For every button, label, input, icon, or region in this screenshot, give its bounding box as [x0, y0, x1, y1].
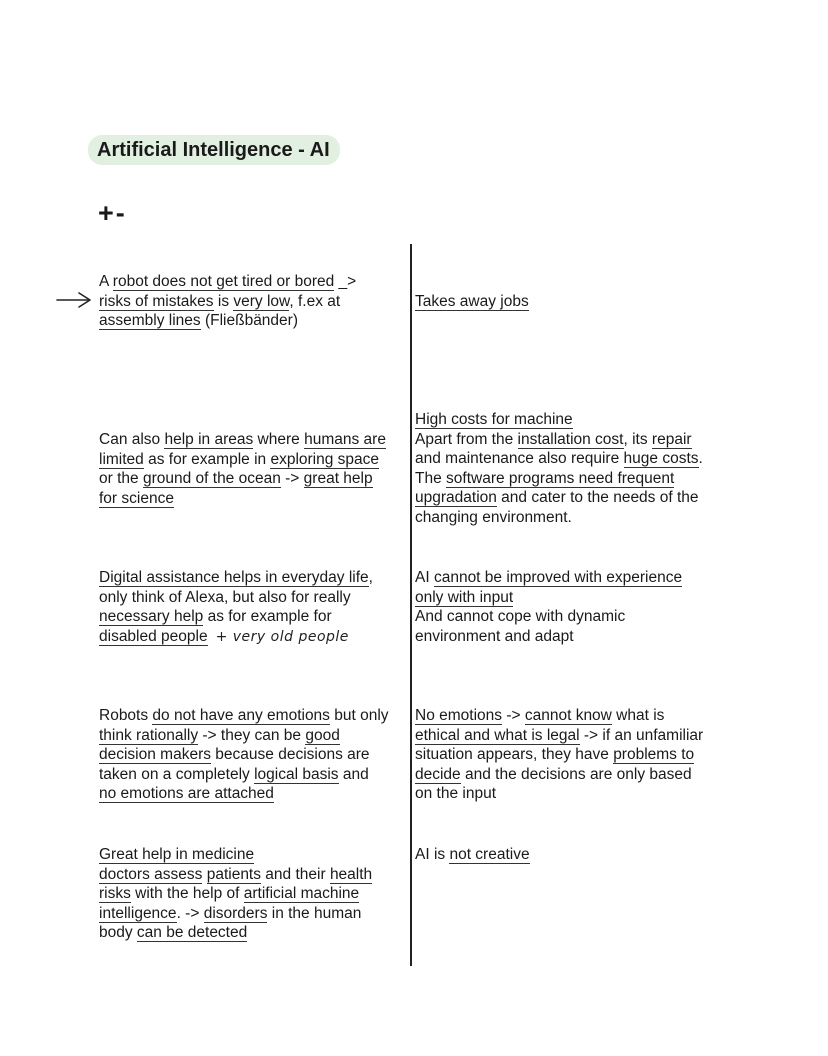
text-line [415, 745, 703, 765]
text-line [415, 469, 703, 489]
underlined-text: humans are [304, 431, 386, 448]
underlined-text: software programs need frequent [446, 469, 675, 487]
underlined-text: help in areas [164, 431, 254, 448]
underlined-text: not creative [449, 846, 530, 863]
text-line [99, 568, 373, 588]
underlined-text: good [305, 726, 340, 744]
underlined-text: risks of mistakes [99, 292, 214, 310]
pro-item-2 [99, 430, 386, 508]
underlined-text: repair [651, 430, 692, 448]
text-line [415, 706, 703, 726]
text-segment: what is [611, 707, 665, 724]
text-line [99, 784, 389, 804]
underlined-text: decide [415, 765, 461, 783]
underlined-text: logical basis [254, 765, 339, 783]
con-item-5 [415, 845, 530, 865]
underlined-text: think rationally [99, 726, 199, 744]
text-segment: (Fließbänder) [200, 312, 298, 330]
text-segment: or the [99, 470, 143, 488]
text-line [415, 607, 682, 627]
underlined-text: disabled people [99, 627, 208, 645]
underlined-text: very low [233, 292, 290, 310]
text-line [99, 272, 356, 292]
text-line [415, 488, 703, 508]
text-segment: only think of Alexa, but also for really [99, 588, 351, 606]
text-line [99, 450, 386, 470]
text-segment: on the input [415, 785, 497, 803]
underlined-text: decision makers [99, 746, 211, 764]
plus-minus-symbol: +- [98, 198, 127, 228]
text-line [99, 588, 373, 608]
underlined-text: disorders [203, 904, 268, 922]
text-segment: changing environment. [415, 508, 572, 526]
underlined-text: installation cost [517, 430, 624, 448]
underlined-text: No emotions [415, 707, 503, 724]
text-segment: because decisions are [211, 746, 370, 764]
text-segment: , [368, 569, 373, 586]
underlined-text: health [329, 865, 373, 883]
text-segment: taken on a completely [99, 765, 255, 783]
underlined-text: doctors assess [99, 865, 203, 883]
text-line [415, 449, 703, 469]
underlined-text: no emotions are attached [99, 785, 274, 803]
underlined-text: only with input [415, 588, 514, 606]
text-segment: and cater to the needs of the [496, 489, 699, 507]
text-line [99, 311, 356, 331]
pro-item-1 [99, 272, 356, 331]
text-segment: -> if an unfamiliar [579, 726, 704, 744]
text-segment: , f.ex at [289, 292, 341, 310]
text-segment: and the decisions are only based [460, 765, 692, 783]
underlined-text: exploring space [270, 450, 380, 468]
text-segment: . -> [176, 904, 204, 922]
underlined-text: can be detected [136, 924, 248, 942]
text-segment: A [99, 273, 113, 290]
underlined-text: upgradation [415, 489, 497, 507]
underlined-text: for science [99, 489, 174, 507]
underlined-text: assembly lines [99, 312, 201, 330]
underlined-text: intelligence [99, 904, 177, 922]
underlined-text: cannot know [524, 707, 612, 724]
text-segment: Can also [99, 431, 165, 448]
text-segment: and [338, 765, 369, 783]
text-segment: where [253, 431, 305, 448]
text-line [415, 588, 682, 608]
con-item-4 [415, 706, 703, 804]
text-line [415, 627, 682, 647]
con-item-3 [415, 568, 682, 646]
pro-item-3 [99, 568, 373, 647]
text-line [99, 706, 389, 726]
text-segment: with the help of [130, 885, 244, 903]
text-segment: The [415, 469, 447, 487]
text-line [415, 845, 530, 865]
page-title: Artificial Intelligence - AI [88, 135, 340, 165]
text-line [415, 410, 703, 430]
underlined-text: ground of the ocean [142, 470, 281, 488]
text-segment: environment and adapt [415, 627, 574, 645]
title-wrap [88, 135, 340, 165]
text-segment: _> [334, 273, 357, 290]
text-segment: situation appears, they have [415, 746, 614, 764]
text-line [99, 430, 386, 450]
text-line [99, 845, 372, 865]
underlined-text: patients [206, 865, 261, 883]
text-segment: , its [623, 430, 652, 448]
text-line [415, 292, 529, 312]
text-segment: Apart from the [415, 430, 518, 448]
handwritten-note: + very old people [215, 628, 349, 645]
underlined-text: problems to [613, 746, 695, 764]
text-segment: Robots [99, 707, 153, 724]
text-segment: -> [502, 707, 525, 724]
underlined-text: limited [99, 450, 144, 468]
text-line [415, 430, 703, 450]
text-line [99, 607, 373, 627]
pro-item-5 [99, 845, 372, 943]
text-line [415, 765, 703, 785]
text-segment: is [213, 292, 234, 310]
text-segment: but only [329, 707, 389, 724]
underlined-text: ethical and what is legal [415, 726, 580, 744]
underlined-text: cannot be improved with experience [433, 569, 683, 586]
underlined-text: robot does not get tired or bored [112, 273, 335, 290]
text-line [99, 745, 389, 765]
text-segment: and maintenance also require [415, 450, 624, 468]
underlined-text: risks [99, 885, 131, 903]
text-segment: as for example in [143, 450, 271, 468]
text-segment: -> [280, 470, 304, 488]
text-line [99, 865, 372, 885]
column-divider [410, 244, 412, 966]
text-segment: and their [261, 865, 330, 883]
underlined-text: do not have any emotions [152, 707, 330, 724]
underlined-text: artificial machine [243, 885, 360, 903]
text-line [99, 292, 356, 312]
text-line [99, 627, 373, 648]
text-segment: as for example for [203, 608, 332, 626]
underlined-text: Takes away jobs [415, 293, 529, 310]
text-segment: . [698, 450, 703, 468]
text-segment: -> they can be [198, 726, 306, 744]
con-item-2 [415, 410, 703, 528]
text-line [415, 568, 682, 588]
text-line [99, 923, 372, 943]
hand-drawn-arrow-icon [55, 290, 93, 310]
text-line [99, 469, 386, 489]
text-line [415, 508, 703, 528]
underlined-text: Great help in medicine [99, 846, 255, 863]
text-segment: And cannot cope with dynamic [415, 608, 626, 626]
text-segment: body [99, 924, 137, 942]
underlined-text: High costs for machine [415, 411, 573, 428]
text-line [99, 489, 386, 509]
con-item-1 [415, 292, 529, 312]
text-segment: AI is [415, 846, 450, 863]
text-line [99, 884, 372, 904]
text-segment: AI [415, 569, 434, 586]
text-line [415, 784, 703, 804]
text-line [99, 726, 389, 746]
underlined-text: Digital assistance helps in everyday life [99, 569, 369, 586]
underlined-text: necessary help [99, 608, 204, 626]
text-line [415, 726, 703, 746]
text-segment: in the human [267, 904, 362, 922]
text-line [99, 904, 372, 924]
underlined-text: huge costs [623, 450, 699, 468]
pro-item-4 [99, 706, 389, 804]
underlined-text: great help [303, 470, 373, 488]
text-line [99, 765, 389, 785]
